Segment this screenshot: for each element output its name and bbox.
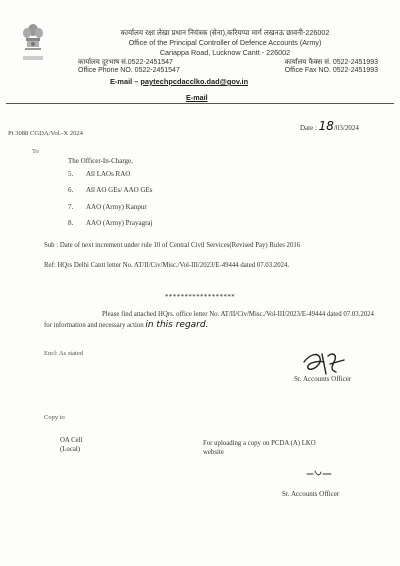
- copy-recipient-location: (Local): [60, 446, 80, 453]
- to-label: To: [32, 148, 39, 155]
- enclosure-note: Encl: As stated: [44, 350, 83, 357]
- copy-purpose-line-2: website: [203, 449, 224, 456]
- copy-purpose-line-1: For uploading a copy on PCDA (A) LKO: [203, 440, 316, 447]
- addressee-text: All AO GEs/ AAO GEs: [86, 186, 153, 194]
- signature-1: [300, 348, 348, 378]
- email-prefix: E-mail –: [110, 77, 139, 86]
- subject-line: Sub : Date of next increment under rule 10 of Central Civil Services(Revised Pay) Rules 2016: [44, 242, 301, 249]
- addressee-text: All LAOs RAO: [86, 170, 131, 178]
- addressee-line: [68, 203, 147, 211]
- addressee-line: [68, 170, 130, 178]
- office-name-hindi: कार्यालय रक्षा लेखा प्रधान नियंत्रक (सेना),करियप्पा मार्ग लखनऊ छावनी-226002: [120, 28, 330, 37]
- reference-number: Pt 3088 CGDA/Vol.-X 2024: [8, 130, 83, 137]
- copy-recipient: [60, 436, 82, 454]
- signatory-title-2: Sr. Accounts Officer: [282, 490, 340, 498]
- addressee-text: AAO (Army) Kanpur: [86, 203, 147, 211]
- addressee-number: 5.: [68, 170, 74, 178]
- separator-stars: ******************: [165, 294, 236, 301]
- addressee-text: The Officer-In-Charge,: [68, 157, 133, 165]
- body-paragraph: [44, 310, 378, 331]
- email-line: [110, 77, 248, 86]
- copy-purpose: [203, 439, 316, 457]
- phone-number: Office Phone NO. 0522-2451547: [78, 67, 180, 74]
- header-divider: [6, 103, 394, 104]
- fax-hindi: कार्यालय फैक्स सं. 0522-2451993: [284, 59, 378, 66]
- body-text: Please find attached HQrs. office letter No. AT/II/Civ/Misc./Vol-III/2023/E-49444 dated 07.03.2024 for information and necessary action: [44, 311, 374, 329]
- email-label: E-mail: [186, 93, 208, 102]
- letter-date: [300, 119, 359, 133]
- date-suffix: /03/2024: [333, 124, 359, 132]
- addressee-number: 7.: [68, 203, 74, 211]
- addressee-number: 6.: [68, 186, 74, 194]
- national-emblem-logo: [20, 22, 46, 64]
- addressee-number: 8.: [68, 219, 74, 227]
- office-name: Office of the Principal Controller of Defence Accounts (Army): [128, 38, 322, 47]
- email-address-link[interactable]: paytechpcdacclko.dad@gov.in: [140, 77, 249, 86]
- addressee-line: [68, 186, 153, 194]
- contact-row: [78, 67, 378, 74]
- copy-to-label: Copy to: [44, 414, 65, 421]
- copy-recipient-name: OA Cell: [60, 437, 83, 444]
- signature-2: [305, 468, 335, 478]
- addressee-text: AAO (Army) Prayagraj: [86, 219, 153, 227]
- office-address: Cariappa Road, Lucknow Cantt - 226002: [159, 48, 291, 57]
- body-handwritten-note: in this regard.: [145, 320, 209, 330]
- addressee-line: [68, 219, 152, 227]
- signatory-title-1: Sr. Accounts Officer: [294, 375, 352, 383]
- addressee-line: [68, 157, 133, 165]
- fax-number: Office Fax NO. 0522-2451993: [284, 67, 378, 74]
- date-prefix: Date :: [300, 124, 317, 132]
- phone-hindi: कार्यालय दूरभाष सं.0522-2451547: [78, 59, 173, 66]
- reference-line: Ref: HQrs Delhi Cantt letter No. AT/II/Civ/Misc./Vol-III/2023/E-49444 dated 07.03.2024.: [44, 262, 290, 269]
- contact-row-hindi: [78, 58, 378, 67]
- date-handwritten-day: 18: [318, 119, 334, 133]
